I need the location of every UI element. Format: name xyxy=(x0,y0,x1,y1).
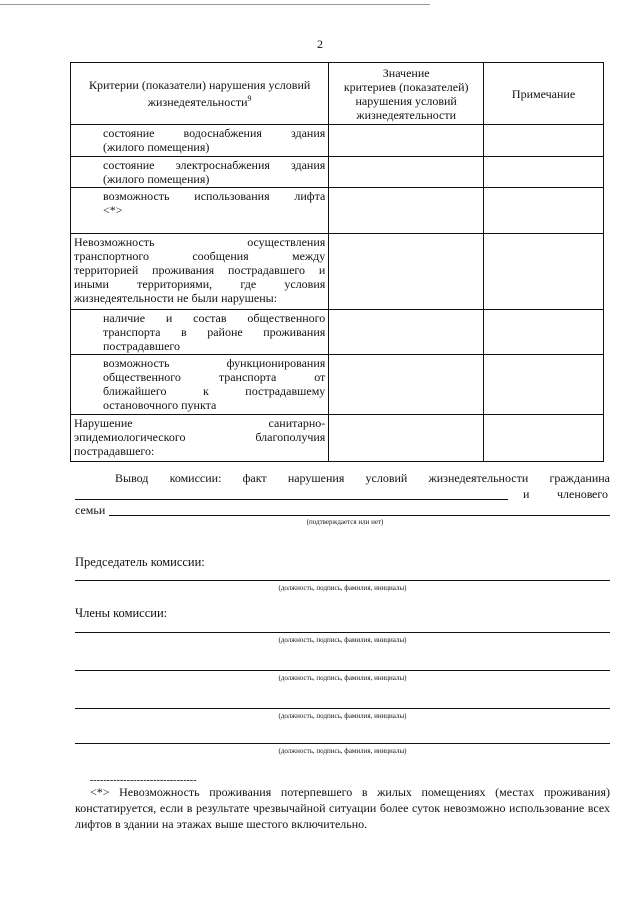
signature-hint: (должность, подпись, фамилия, инициалы) xyxy=(278,674,407,682)
note-cell[interactable] xyxy=(484,234,604,310)
row-text-line: наличие и состав общественного xyxy=(103,311,326,325)
row-sanitary-violation xyxy=(71,415,329,462)
table-row xyxy=(71,355,604,415)
member-signature-field[interactable] xyxy=(75,708,610,709)
row-text-line: транспортного сообщения между xyxy=(74,249,326,263)
footnote xyxy=(75,784,610,832)
chairman-signature-field[interactable] xyxy=(75,580,610,581)
header-criteria xyxy=(71,63,329,125)
table-row xyxy=(71,188,604,234)
note-cell[interactable] xyxy=(484,415,604,462)
value-cell[interactable] xyxy=(329,125,484,157)
header-value-line: жизнедеятельности xyxy=(356,107,457,122)
table-row xyxy=(71,125,604,157)
conclusion-word: его xyxy=(592,487,608,501)
note-cell[interactable] xyxy=(484,188,604,234)
row-text-line: (жилого помещения) xyxy=(103,140,210,154)
footnote-separator: -------------------------------- xyxy=(90,775,197,786)
note-cell[interactable] xyxy=(484,125,604,157)
row-text-line: пострадавшего xyxy=(103,339,181,353)
members-label: Члены комиссии: xyxy=(75,606,168,620)
row-text-line: транспорта в районе проживания xyxy=(103,325,326,339)
value-cell[interactable] xyxy=(329,310,484,355)
citizen-name-field[interactable] xyxy=(75,499,508,500)
conclusion-word: комиссии: xyxy=(169,471,222,485)
page-number: 2 xyxy=(317,37,323,51)
row-text-line: пострадавшего: xyxy=(74,444,155,458)
row-text-line: (жилого помещения) xyxy=(103,172,210,186)
row-electricity-supply xyxy=(71,157,329,188)
member-signature-field[interactable] xyxy=(75,632,610,633)
conclusion-word: факт xyxy=(242,471,267,485)
row-text-line: состояние электроснабжения здания xyxy=(103,158,326,172)
header-value-line: Значение xyxy=(382,65,430,80)
header-note: Примечание xyxy=(484,63,604,125)
conclusion-word: семьи xyxy=(75,503,106,517)
signature-hint: (должность, подпись, фамилия, инициалы) xyxy=(278,712,407,720)
conclusion-word: жизнедеятельности xyxy=(428,471,529,485)
row-text-line: ближайшего к пострадавшему xyxy=(103,384,326,398)
table-row xyxy=(71,310,604,355)
row-text-line: остановочного пункта xyxy=(103,398,217,412)
row-transport-impossible xyxy=(71,234,329,310)
conclusion-line xyxy=(75,486,610,502)
row-water-supply xyxy=(71,125,329,157)
conclusion-word: членов xyxy=(557,487,593,501)
conclusion-word: нарушения xyxy=(287,471,345,485)
signature-hint: (должность, подпись, фамилия, инициалы) xyxy=(278,747,407,755)
confirmation-field[interactable] xyxy=(109,515,610,516)
row-text-line: состояние водоснабжения здания xyxy=(103,126,326,140)
confirmation-hint: (подтверждается или нет) xyxy=(306,518,384,526)
row-text-line: эпидемиологического благополучия xyxy=(74,430,326,444)
signature-hint: (должность, подпись, фамилия, инициалы) xyxy=(278,636,407,644)
value-cell[interactable] xyxy=(329,188,484,234)
chairman-label: Председатель комиссии: xyxy=(75,555,205,569)
conclusion-word: условий xyxy=(365,471,408,485)
value-cell[interactable] xyxy=(329,355,484,415)
row-text-line: общественного транспорта от xyxy=(103,370,326,384)
row-text-line: Невозможность осуществления xyxy=(74,235,326,249)
conclusion-word: Вывод xyxy=(115,471,149,485)
header-value-line: нарушения условий xyxy=(355,93,457,108)
member-signature-field[interactable] xyxy=(75,743,610,744)
row-text-line: жизнедеятельности не были нарушены: xyxy=(74,291,278,305)
top-border-line xyxy=(0,4,430,5)
header-value-line: критериев (показателей) xyxy=(343,79,469,94)
value-cell[interactable] xyxy=(329,415,484,462)
signature-hint: (должность, подпись, фамилия, инициалы) xyxy=(278,584,407,592)
table-row xyxy=(71,157,604,188)
row-public-transport-function xyxy=(71,355,329,415)
row-text-line: возможность использования лифта xyxy=(103,189,326,203)
header-value xyxy=(329,63,484,125)
header-criteria-text: Критерии (показатели) нарушения условий жизнедеятельности xyxy=(88,78,311,109)
note-cell[interactable] xyxy=(484,157,604,188)
note-cell[interactable] xyxy=(484,310,604,355)
conclusion-line xyxy=(115,470,610,486)
value-cell[interactable] xyxy=(329,234,484,310)
row-lift-usage xyxy=(71,188,329,234)
member-signature-field[interactable] xyxy=(75,670,610,671)
row-text-line: <*> xyxy=(103,203,123,217)
row-text-line: возможность функционирования xyxy=(103,356,326,370)
value-cell[interactable] xyxy=(329,157,484,188)
conclusion-word: и xyxy=(523,487,530,501)
table-header-row xyxy=(71,63,604,125)
row-text-line: Нарушение санитарно- xyxy=(74,416,326,430)
footnote-text: <*> Невозможность проживания потерпевшего в жилых помещениях (местах проживания) констатируется, если в результате чрезвычайной ситуации более суток невозможно использование всех лифтов в здании на этажах выше шестого включительно. xyxy=(75,785,610,831)
row-public-transport-presence xyxy=(71,310,329,355)
row-text-line: территорией проживания пострадавшего и xyxy=(74,263,326,277)
footnote-marker: 9 xyxy=(247,94,252,103)
note-cell[interactable] xyxy=(484,355,604,415)
conclusion-word: гражданина xyxy=(549,471,610,485)
criteria-table xyxy=(70,62,604,462)
table-row xyxy=(71,415,604,462)
conclusion-line xyxy=(75,502,610,518)
row-text-line: иными территориями, где условия xyxy=(74,277,326,291)
table-row xyxy=(71,234,604,310)
